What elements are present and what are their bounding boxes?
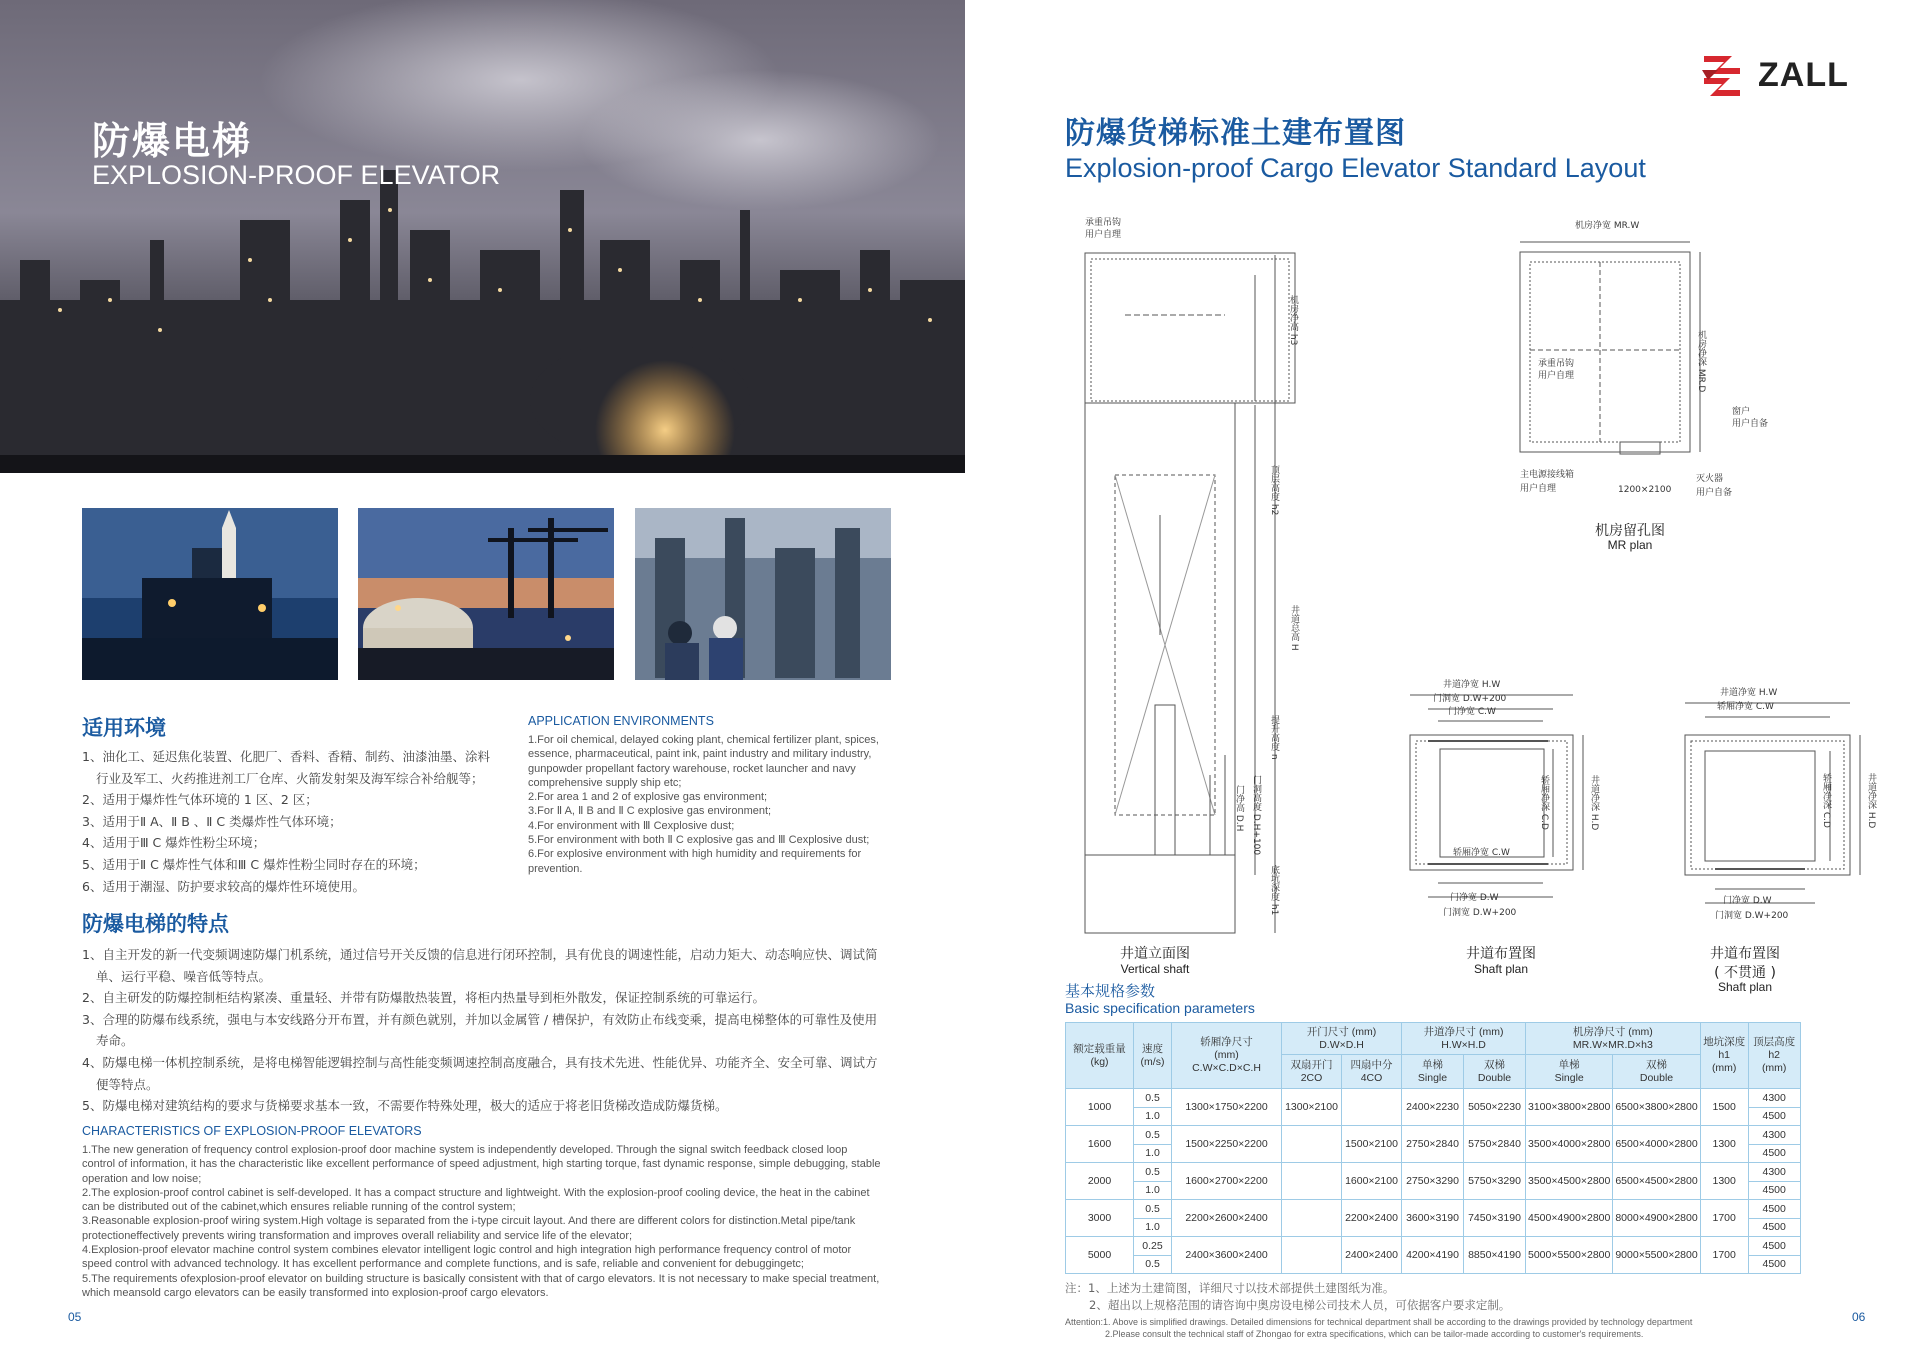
spec-cell: 3500×4000×2800 (1526, 1126, 1613, 1163)
spec-cell: 1.0 (1134, 1107, 1172, 1126)
th-mr: 机房净尺寸 (mm) MR.W×MR.D×h3 (1526, 1023, 1701, 1055)
feature-item-en: 1.The new generation of frequency control explosion-proof door machine system is independently developed. Through the signal switch feedback closed loop control of information, it has the characteristic like excellent performance of speed adjustment, high starting torque, fast dynamic response, simple debugging, stable operation and low noise; (82, 1144, 881, 1185)
sp1-dw200-label: 门洞宽 D.W+200 (1443, 908, 1517, 918)
note-en: Attention:1. Above is simplified drawings. Detailed dimensions for technical department shall be according to the drawings provided by technology department (1065, 1317, 1693, 1327)
spec-cell: 2750×2840 (1402, 1126, 1464, 1163)
spec-cell: 5750×3290 (1464, 1163, 1526, 1200)
spec-row (1066, 1126, 1801, 1145)
spec-cell: 5000 (1066, 1237, 1134, 1274)
spec-cell: 1300 (1700, 1126, 1748, 1163)
shaft-plan-nonthrough-caption-cn: 井道布置图 (1710, 946, 1780, 962)
shaft-plan-nonthrough-caption-en: Shaft plan (1717, 980, 1773, 994)
photo-port-cranes (358, 508, 614, 680)
sp2-cw-label: 轿厢净宽 C.W (1717, 702, 1774, 712)
app-env-list-cn (82, 746, 502, 897)
vs-dh-label: 门净高 D.H (1234, 785, 1244, 832)
vs-hook-label: 承重吊钩 (1085, 218, 1122, 228)
spec-cell: 4500 (1748, 1237, 1800, 1256)
th-car: 轿厢净尺寸 (mm) C.W×C.D×C.H (1172, 1023, 1282, 1089)
spec-cell: 4500×4900×2800 (1526, 1200, 1613, 1237)
app-env-item-cn: 1、油化工、延迟焦化装置、化肥厂、香料、香精、制药、油漆油墨、涂料行业及军工、火药推进剂工厂仓库、火箭发射架及海军综合补给舰等； (82, 749, 490, 786)
spec-cell: 4500 (1748, 1181, 1800, 1200)
mr-plan-caption-cn: 机房留孔图 (1595, 523, 1665, 539)
spec-cell: 2750×3290 (1402, 1163, 1464, 1200)
spec-cell: 1600×2700×2200 (1172, 1163, 1282, 1200)
spec-cell: 1700 (1700, 1237, 1748, 1274)
mr-power-label: 主电源接线箱 (1520, 470, 1575, 480)
spec-cell: 4500 (1748, 1255, 1800, 1274)
page-number-left: 05 (68, 1310, 82, 1324)
th-door: 开门尺寸 (mm) D.W×D.H (1282, 1023, 1402, 1055)
vs-n-label: 提升高度 n (1269, 715, 1279, 760)
app-env-item-cn: 6、适用于潮湿、防护要求较高的爆炸性环境使用。 (82, 878, 365, 894)
spec-cell: 2000 (1066, 1163, 1134, 1200)
spec-cell: 2400×2400 (1342, 1237, 1402, 1274)
spec-row (1066, 1089, 1801, 1108)
sp1-door-opening-label: 门洞宽 D.W+200 (1433, 694, 1507, 704)
spec-cell: 0.5 (1134, 1126, 1172, 1145)
spec-cell: 1600×2100 (1342, 1163, 1402, 1200)
vs-door-label: 门洞高度 D.H+100 (1251, 775, 1261, 856)
mr-opening-label: 1200×2100 (1618, 485, 1672, 495)
note-en: 2.Please consult the technical staff of Zhongao for extra specifications, which can be tailor-made according to customer's requirements. (1105, 1329, 1644, 1339)
spec-cell: 5050×2230 (1464, 1089, 1526, 1126)
mr-ext-owner-label: 用户自备 (1696, 488, 1733, 498)
features-list-cn (82, 944, 882, 1117)
spec-cell: 2400×3600×2400 (1172, 1237, 1282, 1274)
spec-cell: 6500×4000×2800 (1613, 1126, 1700, 1163)
spec-cell: 1500 (1700, 1089, 1748, 1126)
feature-item-en: 5.The requirements ofexplosion-proof elevator on building structure is basically consistent with that of cargo elevators. It is not necessary to make special treatment, which meansold cargo elevators can be easily transformed into explosion-proof cargo elevators. (82, 1272, 880, 1299)
spec-cell: 1600 (1066, 1126, 1134, 1163)
spec-cell: 4200×4190 (1402, 1237, 1464, 1274)
spec-cell: 2200×2600×2400 (1172, 1200, 1282, 1237)
th-load: 额定载重量 (kg) (1066, 1023, 1134, 1089)
spec-cell: 0.5 (1134, 1089, 1172, 1108)
app-env-item-en: 4.For environment with Ⅲ Cexplosive dust; (528, 819, 735, 832)
shaft-plan-nonthrough-caption-cn2: ( 不贯通 ) (1714, 965, 1776, 981)
sp1-hd-label: 井道净深 H.D (1589, 775, 1599, 831)
feature-item-en: 2.The explosion-proof control cabinet is self-developed. It has a compact structure and lightweight. With the explosion-proof cooling device, the heat in the cabinet can be distributed out of the cabinet,which ensures reliable running of the control system; (82, 1186, 870, 1214)
photo-workers-plant (635, 508, 891, 680)
app-env-item-cn: 3、适用于Ⅱ A、Ⅱ B 、Ⅱ C 类爆炸性气体环境； (82, 813, 342, 829)
feature-item-cn: 1、自主开发的新一代变频调速防爆门机系统，通过信号开关反馈的信息进行闭环控制，具有优良的调速性能，启动力矩大、动态响应快、调试简单、运行平稳、噪音低等特点。 (82, 947, 878, 984)
hero-title-en: EXPLOSION-PROOF ELEVATOR (92, 160, 501, 190)
sp2-dw200-label: 门洞宽 D.W+200 (1715, 911, 1789, 921)
mr-window-label: 窗户 (1732, 407, 1751, 417)
hero-title-cn: 防爆电梯 (92, 119, 253, 163)
app-env-title-en: APPLICATION ENVIRONMENTS (528, 714, 714, 728)
mr-plan-drawing (1500, 210, 1780, 510)
vs-h1-label: 底坑深度 h1 (1269, 865, 1279, 916)
spec-cell: 5000×5500×2800 (1526, 1237, 1613, 1274)
layout-title-cn: 防爆货梯标准土建布置图 (1065, 116, 1406, 151)
spec-cell: 9000×5500×2800 (1613, 1237, 1700, 1274)
th-shaft-double: 双梯 Double (1464, 1055, 1526, 1089)
spec-cell (1282, 1163, 1342, 1200)
feature-item-en: 3.Reasonable explosion-proof wiring system.High voltage is separated from the i-type circuit layout. And there are different colors for distinction.Metal pipe/tank protectioneffectively prevents wiring transformation and improves overall reliability and service life of the elevator; (82, 1215, 856, 1242)
spec-cell: 1.0 (1134, 1218, 1172, 1237)
feature-item-cn: 2、自主研发的防爆控制柜结构紧凑、重量轻、并带有防爆散热装置，将柜内热量导到柜外散发，保证控制系统的可靠运行。 (82, 990, 765, 1006)
sp1-dcw-label: 门净宽 C.W (1448, 707, 1496, 717)
features-title-en: CHARACTERISTICS OF EXPLOSION-PROOF ELEVATORS (82, 1124, 422, 1138)
vertical-shaft-caption-en: Vertical shaft (1120, 962, 1190, 976)
spec-cell: 0.25 (1134, 1237, 1172, 1256)
app-env-item-en: 6.For explosive environment with high humidity and requirements for prevention. (528, 848, 862, 875)
spec-cell: 3600×3190 (1402, 1200, 1464, 1237)
spec-title-en: Basic specification parameters (1065, 1000, 1255, 1016)
sp2-hd-label: 井道净深 H.D (1866, 773, 1876, 829)
th-shaft: 井道净尺寸 (mm) H.W×H.D (1402, 1023, 1526, 1055)
spec-table-body (1066, 1089, 1801, 1274)
shaft-plan-through-caption-cn: 井道布置图 (1466, 946, 1536, 962)
spec-cell (1282, 1200, 1342, 1237)
spec-cell: 3100×3800×2800 (1526, 1089, 1613, 1126)
mr-depth-label: 机房净深 MR.D (1696, 330, 1706, 393)
note-cn: 注：1、上述为土建简图，详细尺寸以技术部提供土建图纸为准。 (1065, 1281, 1395, 1295)
vs-h2-label: 顶层高度 h2 (1269, 465, 1279, 516)
mr-hook-label: 承重吊钩 (1538, 359, 1575, 369)
spec-cell: 3000 (1066, 1200, 1134, 1237)
spec-cell: 8000×4900×2800 (1613, 1200, 1700, 1237)
spec-row (1066, 1163, 1801, 1182)
sp1-hw-label: 井道净宽 H.W (1443, 680, 1501, 690)
spec-cell: 8850×4190 (1464, 1237, 1526, 1274)
hero-image (0, 0, 965, 473)
app-env-list-en (528, 733, 910, 876)
spec-cell: 5750×2840 (1464, 1126, 1526, 1163)
spec-cell: 4300 (1748, 1163, 1800, 1182)
page-number-right: 06 (1852, 1310, 1866, 1324)
spec-cell: 1000 (1066, 1089, 1134, 1126)
spec-cell: 4300 (1748, 1126, 1800, 1145)
spec-cell: 4500 (1748, 1218, 1800, 1237)
shaft-plan-through-caption-en: Shaft plan (1473, 962, 1529, 976)
zall-logo-text: ZALL (1758, 56, 1849, 94)
features-list-en (82, 1143, 882, 1300)
spec-cell: 4500 (1748, 1200, 1800, 1219)
app-env-item-en: 2.For area 1 and 2 of explosive gas environment; (528, 791, 768, 804)
th-mr-single: 单梯 Single (1526, 1055, 1613, 1089)
spec-cell: 2400×2230 (1402, 1089, 1464, 1126)
spec-cell: 1500×2250×2200 (1172, 1126, 1282, 1163)
spec-cell: 0.5 (1134, 1200, 1172, 1219)
app-env-item-en: 3.For Ⅱ A, Ⅱ B and Ⅱ C explosive gas environment; (528, 805, 772, 818)
spec-cell: 3500×4500×2800 (1526, 1163, 1613, 1200)
spec-title-cn: 基本规格参数 (1065, 982, 1156, 1000)
spec-cell: 0.5 (1134, 1255, 1172, 1274)
shaft-plan-nonthrough-drawing (1675, 683, 1875, 933)
notes-en (1065, 1316, 1692, 1340)
vertical-shaft-caption-cn: 井道立面图 (1120, 946, 1190, 962)
spec-cell: 2200×2400 (1342, 1200, 1402, 1237)
shaft-plan-through-drawing (1398, 675, 1598, 925)
spec-cell: 4300 (1748, 1089, 1800, 1108)
th-pit: 地坑深度 h1 (mm) (1700, 1023, 1748, 1089)
spec-cell: 1300×1750×2200 (1172, 1089, 1282, 1126)
spec-cell: 6500×4500×2800 (1613, 1163, 1700, 1200)
spec-cell (1342, 1089, 1402, 1126)
feature-item-cn: 5、防爆电梯对建筑结构的要求与货梯要求基本一致，不需要作特殊处理，极大的适应于将老旧货梯改造成防爆货梯。 (82, 1098, 728, 1114)
app-env-item-en: 5.For environment with both Ⅱ C explosive gas and Ⅲ Cexplosive dust; (528, 834, 870, 847)
features-title-cn: 防爆电梯的特点 (82, 912, 229, 936)
th-speed: 速度 (m/s) (1134, 1023, 1172, 1089)
vs-h3-label: 机房净高 h3 (1288, 295, 1298, 346)
spec-cell: 1500×2100 (1342, 1126, 1402, 1163)
note-cn: 2、超出以上规格范围的请咨询中奥房设电梯公司技术人员，可依据客户要求定制。 (1089, 1298, 1511, 1312)
spec-cell: 4500 (1748, 1107, 1800, 1126)
feature-item-cn: 4、防爆电梯一体机控制系统，是将电梯智能逻辑控制与高性能变频调速控制高度融合，具有技术先进、性能优异、功能齐全、安全可靠、调试方便等特点。 (82, 1054, 878, 1092)
vs-H-label: 井道总高 H (1289, 605, 1299, 651)
app-env-item-cn: 4、适用于Ⅲ C 爆炸性粉尘环境； (82, 835, 266, 851)
spec-cell: 1300 (1700, 1163, 1748, 1200)
spec-cell: 1.0 (1134, 1181, 1172, 1200)
sp1-cd-label: 轿厢净深 C.D (1539, 775, 1549, 830)
app-env-item-en: 1.For oil chemical, delayed coking plant, chemical fertilizer plant, spices, essence, pharmaceutical, paint ink, paint industry and military industry, gunpowder propellant factory warehouse, rocket launcher and navy comprehensive supply ship etc; (528, 734, 879, 789)
mr-width-label: 机房净宽 MR.W (1575, 221, 1640, 231)
feature-item-en: 4.Explosion-proof elevator machine control system combines elevator intelligent logic control and high integration high performance frequency control of motor speed control with advanced technology. It has excellent performance and complete functions, and is safe, reliable and convenient for debuggingetc; (82, 1244, 852, 1271)
app-env-title-cn: 适用环境 (82, 716, 166, 740)
mr-power-owner-label: 用户自理 (1520, 484, 1557, 494)
vs-owner-label: 用户自理 (1085, 230, 1122, 240)
th-shaft-single: 单梯 Single (1402, 1055, 1464, 1089)
spec-cell: 1300×2100 (1282, 1089, 1342, 1126)
mr-owner-label: 用户自理 (1538, 371, 1575, 381)
notes-cn (1065, 1280, 1510, 1314)
app-env-item-cn: 2、适用于爆炸性气体环境的 1 区、2 区； (82, 792, 318, 808)
spec-table-wrap (1065, 1022, 1801, 1274)
spec-cell: 1.0 (1134, 1144, 1172, 1163)
zall-logo (1700, 50, 1870, 100)
spec-table (1065, 1022, 1801, 1274)
spec-row (1066, 1237, 1801, 1256)
spec-cell: 7450×3190 (1464, 1200, 1526, 1237)
sp1-dw-label: 门净宽 D.W (1450, 893, 1499, 903)
th-door-4co: 四扇中分 4CO (1342, 1055, 1402, 1089)
sp2-dw-label: 门净宽 D.W (1723, 896, 1772, 906)
mr-extinguisher-label: 灭火器 (1696, 474, 1724, 484)
sp1-cw-label: 轿厢净宽 C.W (1453, 848, 1510, 858)
th-door-2co: 双扇开门 2CO (1282, 1055, 1342, 1089)
feature-item-cn: 3、合理的防爆布线系统，强电与本安线路分开布置，并有颜色就别，并加以金属管 / 槽保护，有效防止布线变乘，提高电梯整体的可靠性及使用寿命。 (82, 1011, 878, 1049)
spec-cell: 1700 (1700, 1200, 1748, 1237)
spec-cell (1282, 1237, 1342, 1274)
spec-cell: 4500 (1748, 1144, 1800, 1163)
spec-cell: 6500×3800×2800 (1613, 1089, 1700, 1126)
mr-plan-caption-en: MR plan (1607, 538, 1653, 552)
app-env-item-cn: 5、适用于Ⅱ C 爆炸性气体和Ⅲ C 爆炸性粉尘同时存在的环境； (82, 856, 426, 872)
mr-window-owner-label: 用户自备 (1732, 419, 1769, 429)
spec-cell: 0.5 (1134, 1163, 1172, 1182)
th-mr-double: 双梯 Double (1613, 1055, 1700, 1089)
photo-rocket-launch (82, 508, 338, 680)
layout-title-en: Explosion-proof Cargo Elevator Standard Layout (1065, 153, 1646, 183)
sp2-cd-label: 轿厢净深 C.D (1821, 773, 1831, 828)
sp2-hw-label: 井道净宽 H.W (1720, 688, 1778, 698)
spec-row (1066, 1200, 1801, 1219)
vertical-shaft-drawing (1075, 215, 1335, 935)
spec-cell (1282, 1126, 1342, 1163)
th-top: 顶层高度 h2 (mm) (1748, 1023, 1800, 1089)
